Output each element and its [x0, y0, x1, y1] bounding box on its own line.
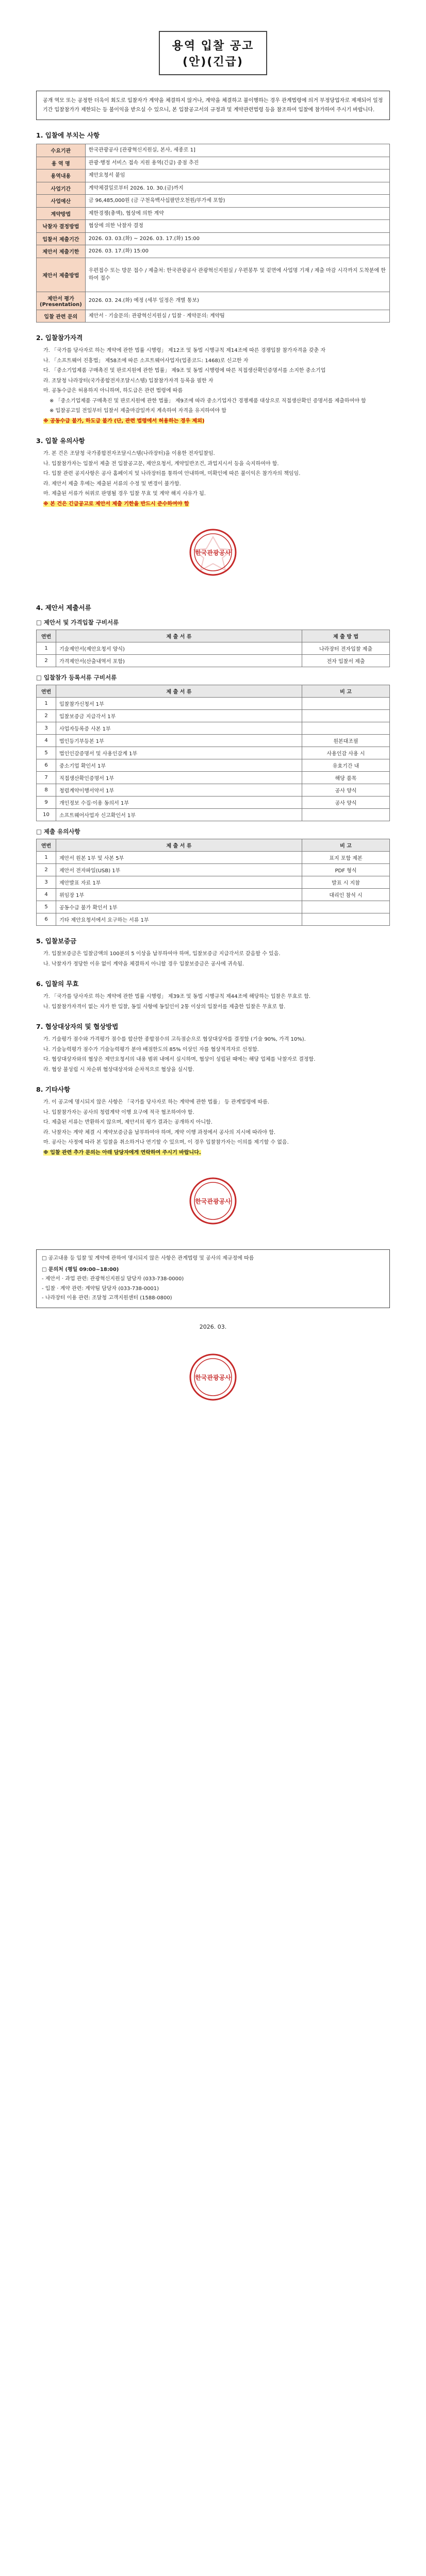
info-row: [37, 220, 390, 233]
table-cell: 4: [37, 735, 56, 747]
table-cell: 발표 시 지참: [302, 876, 390, 889]
column-header: 제 출 서 류: [56, 630, 302, 642]
contact-line: - 입찰 · 계약 관련: 계약팀 담당자 (033-738-0001): [42, 1285, 159, 1292]
intro-notice: 공개 역모 또는 공정한 더욱이 회도로 입찰자가 계약을 체결하지 않거나, 계약을 체결하고 불이행하는 경우 관계법령에 의거 부정당업자로 제재되어 일정기간 입찰참가가 제한되는 등 불이익을 받으실 수 있으니, 본 입찰공고서의 규정과 및 계약관련법령 등을 참조하여 입찰에 참가하여 주시기 바랍니다.: [36, 91, 390, 120]
table-cell: [302, 809, 390, 821]
column-header: 제 출 방 법: [302, 630, 390, 642]
section-3-body: [36, 449, 390, 509]
table-cell: 제안발표 자료 1부: [56, 876, 302, 889]
section-8-body: [36, 1098, 390, 1157]
table-cell: 기타 제안요청서에서 요구하는 서류 1부: [56, 913, 302, 926]
table-row: [37, 722, 390, 735]
table-cell: 9: [37, 796, 56, 809]
table-row: [37, 796, 390, 809]
info-value: 협상에 의한 낙찰자 결정: [85, 220, 389, 233]
info-label: 용 역 명: [37, 157, 86, 170]
proposal-docs-table: [36, 630, 390, 667]
s8-line: 라. 낙찰자는 계약 체결 시 계약보증금을 납부하여야 하며, 계약 이행 과정에서 공사의 지시에 따라야 함.: [43, 1129, 276, 1136]
info-row: [37, 245, 390, 258]
stamp-wrap: [36, 1338, 390, 1417]
s2-line: 나. 「소프트웨어 진흥법」 제58조에 따른 소프트웨어사업자(업종코드: 1468)로 신고한 자: [43, 358, 249, 364]
table-cell: 5: [37, 747, 56, 759]
s6-line: 나. 입찰참가자격이 없는 자가 한 입찰, 동일 사항에 동일인이 2통 이상의 입찰서를 제출한 입찰은 무효로 함.: [43, 1004, 286, 1010]
table-cell: 나라장터 전자입찰 제출: [302, 642, 390, 655]
info-label: 제안서 제출기한: [37, 245, 86, 258]
table-row: [37, 772, 390, 784]
table-cell: 2: [37, 655, 56, 667]
info-label: 사업예산: [37, 195, 86, 208]
column-header: 제 출 서 류: [56, 685, 302, 698]
s2-highlight: ※ 공동수급 불가, 하도급 불가 (단, 관련 법령에서 허용하는 경우 제외): [43, 418, 205, 424]
s8-line: 나. 입찰참가자는 공사의 청렴계약 이행 요구에 적극 협조하여야 함.: [43, 1109, 194, 1115]
seal-org-text: 한국관광공사: [195, 1374, 231, 1381]
table-cell: 직접생산확인증명서 1부: [56, 772, 302, 784]
table-cell: 소프트웨어사업자 신고확인서 1부: [56, 809, 302, 821]
s5-line: 가. 입찰보증금은 입찰금액의 100분의 5 이상을 납부하여야 하며, 입찰보증금 지급각서로 갈음할 수 있음.: [43, 951, 281, 957]
table-cell: 10: [37, 809, 56, 821]
table-row: [37, 655, 390, 667]
s2-line: 가. 「국가를 당사자로 하는 계약에 관한 법률 시행령」 제12조 및 동법 시행규칙 제14조에 따른 경쟁입찰 참가자격을 갖춘 자: [43, 348, 326, 353]
s6-line: 가. 「국가를 당사자로 하는 계약에 관한 법률 시행령」 제39조 및 동법 시행규칙 제44조에 해당하는 입찰은 무효로 함.: [43, 994, 311, 999]
info-value: 2026. 03. 17.(화) 15:00: [85, 245, 389, 258]
s4-sub1: □ 제안서 및 가격입찰 구비서류: [36, 619, 119, 626]
table-cell: [302, 698, 390, 710]
table-cell: 해당 품목: [302, 772, 390, 784]
s2-line: 라. 조달청 나라장터(국가종합전자조달시스템) 입찰참가자격 등록을 필한 자: [43, 378, 214, 384]
page-title: 용역 입찰 공고(안)(긴급): [172, 40, 254, 69]
table-row: [37, 784, 390, 796]
registration-docs-table: [36, 685, 390, 821]
s5-line: 나. 낙찰자가 정당한 이유 없이 계약을 체결하지 아니할 경우 입찰보증금은 공사에 귀속됨.: [43, 961, 244, 967]
info-value: 관광·행정 서비스 접속 지원 용역(긴급) 중점 추진: [85, 157, 389, 170]
table-cell: 사용인감 사용 시: [302, 747, 390, 759]
table-cell: [302, 722, 390, 735]
table-cell: 3: [37, 722, 56, 735]
org-seal-icon: [174, 514, 252, 591]
column-header: 비 고: [302, 685, 390, 698]
s8-line: 다. 제출된 서류는 반환하지 않으며, 제안서의 평가 결과는 공개하지 아니함.: [43, 1120, 212, 1125]
s8-highlight: ※ 입찰 관련 추가 문의는 아래 담당자에게 연락하여 주시기 바랍니다.: [43, 1149, 201, 1156]
s7-line: 라. 협상 불성립 시 차순위 협상대상자와 순차적으로 협상을 실시함.: [43, 1066, 194, 1073]
table-cell: 공사 양식: [302, 784, 390, 796]
s3-line: 마. 제출된 서류가 허위로 판명될 경우 입찰 무효 및 계약 해지 사유가 됨.: [43, 491, 206, 497]
s8-line: 가. 이 공고에 명시되지 않은 사항은 「국가를 당사자로 하는 계약에 관한 법률」 등 관계법령에 따름.: [43, 1099, 269, 1105]
info-label: 낙찰자 결정방법: [37, 220, 86, 233]
info-row: [37, 207, 390, 220]
table-cell: 6: [37, 759, 56, 772]
s2-line: 다. 「중소기업제품 구매촉진 및 판로지원에 관한 법률」 제9조 및 동법 시행령에 따른 직접생산확인증명서를 소지한 중소기업: [43, 368, 326, 374]
table-row: [37, 864, 390, 876]
s3-line: 나. 입찰참가자는 입찰서 제출 전 입찰공고문, 제안요청서, 계약일반조건, 과업지시서 등을 숙지하여야 함.: [43, 461, 279, 467]
info-label: 사업기간: [37, 182, 86, 195]
table-cell: 법인등기부등본 1부: [56, 735, 302, 747]
table-cell: 3: [37, 876, 56, 889]
column-header: 연번: [37, 685, 56, 698]
table-cell: 개인정보 수집·이용 동의서 1부: [56, 796, 302, 809]
table-row: [37, 747, 390, 759]
table-cell: 8: [37, 784, 56, 796]
table-cell: 표지 포함 제본: [302, 852, 390, 864]
info-row: [37, 182, 390, 195]
s2-note: ※ 입찰공고일 전일부터 입찰서 제출마감일까지 계속하여 자격을 유지하여야 함: [50, 408, 226, 414]
contact-block: [42, 1265, 384, 1303]
column-header: 제 출 서 류: [56, 839, 302, 852]
table-row: [37, 759, 390, 772]
table-cell: 제안서 전자파일(USB) 1부: [56, 864, 302, 876]
section-7-body: [36, 1035, 390, 1074]
s7-line: 가. 기술평가 점수와 가격평가 점수를 합산한 종합점수의 고득점순으로 협상대상자를 결정함 (기술 90%, 가격 10%).: [43, 1037, 306, 1042]
contact-title: □ 문의처 (평일 09:00~18:00): [42, 1266, 119, 1273]
info-label: 제안서 제출방법: [37, 258, 86, 292]
seal-org-text: 한국관광공사: [195, 1198, 231, 1205]
table-cell: PDF 형식: [302, 864, 390, 876]
table-cell: 기술제안서(제안요청서 양식): [56, 642, 302, 655]
s3-line: 라. 제안서 제출 후에는 제출된 서류의 수정 및 변경이 불가함.: [43, 481, 181, 487]
section-1-heading: 1. 입찰에 부치는 사항: [36, 131, 100, 139]
s3-highlight: ※ 본 건은 긴급공고로 제안서 제출 기한을 반드시 준수하여야 함: [43, 501, 189, 507]
table-row: [37, 642, 390, 655]
table-cell: 위임장 1부: [56, 889, 302, 901]
info-row: [37, 232, 390, 245]
table-row: [37, 901, 390, 913]
column-header: 연번: [37, 839, 56, 852]
info-label: 계약방법: [37, 207, 86, 220]
s4-sub2: □ 입찰참가 등록서류 구비서류: [36, 674, 117, 681]
table-cell: 원본대조필: [302, 735, 390, 747]
table-row: [37, 710, 390, 722]
table-cell: 전자 입찰서 제출: [302, 655, 390, 667]
s2-note: ※ 「중소기업제품 구매촉진 및 판로지원에 관한 법률」 제9조에 따라 중소기업자간 경쟁제품 대상으로 직접생산확인 증명서를 제출하여야 함: [50, 398, 366, 404]
section-5-body: [36, 950, 390, 969]
info-label: 입찰 관련 문의: [37, 310, 86, 323]
s2-line: 마. 공동수급은 허용하지 아니하며, 하도급은 관련 법령에 따름: [43, 388, 183, 394]
s3-line: 다. 입찰 관련 공지사항은 공사 홈페이지 및 나라장터를 통하여 안내하며, 미확인에 따른 불이익은 참가자의 책임임.: [43, 471, 301, 477]
title-box: [159, 31, 267, 75]
contact-line: - 나라장터 이용 관련: 조달청 고객지원센터 (1588-0800): [42, 1295, 172, 1301]
table-cell: 청렴계약이행서약서 1부: [56, 784, 302, 796]
table-cell: 법인인감증명서 및 사용인감계 1부: [56, 747, 302, 759]
table-cell: 사업자등록증 사본 1부: [56, 722, 302, 735]
s7-line: 나. 기술능력평가 점수가 기술능력평가 분야 배점한도의 85% 이상인 자를 협상적격자로 선정함.: [43, 1046, 259, 1053]
table-cell: 가격제안서(산출내역서 포함): [56, 655, 302, 667]
section-2-heading: 2. 입찰참가자격: [36, 334, 83, 342]
section-5-heading: 5. 입찰보증금: [36, 937, 77, 945]
table-row: [37, 809, 390, 821]
section-6-heading: 6. 입찰의 무효: [36, 980, 79, 988]
column-header: 연번: [37, 630, 56, 642]
seal-org-text: 한국관광공사: [195, 549, 231, 556]
table-cell: 유효기간 내: [302, 759, 390, 772]
info-value: 제한경쟁(총액), 협상에 의한 계약: [85, 207, 389, 220]
info-row: [37, 258, 390, 292]
table-cell: 입찰보증금 지급각서 1부: [56, 710, 302, 722]
info-row: [37, 292, 390, 310]
org-seal-icon: [174, 1338, 252, 1416]
section-2-body: [36, 346, 390, 426]
info-row: [37, 144, 390, 157]
table-cell: 7: [37, 772, 56, 784]
stamp-wrap: [36, 1162, 390, 1241]
s7-line: 다. 협상대상자와의 협상은 제안요청서의 내용 범위 내에서 실시하며, 협상이 성립된 때에는 해당 업체를 낙찰자로 결정함.: [43, 1057, 316, 1062]
section-4-heading: 4. 제안서 제출서류: [36, 604, 91, 612]
info-value: 2026. 03. 03.(화) ~ 2026. 03. 17.(화) 15:00: [85, 232, 389, 245]
table-row: [37, 876, 390, 889]
caution-box: [36, 1249, 390, 1308]
table-cell: 제안서 원본 1부 및 사본 5부: [56, 852, 302, 864]
org-seal-icon: [174, 1162, 252, 1240]
info-value: 제안요청서 붙임: [85, 170, 389, 182]
info-label: 용역내용: [37, 170, 86, 182]
table-row: [37, 735, 390, 747]
table-cell: 중소기업 확인서 1부: [56, 759, 302, 772]
info-value: 금 96,485,000원 (금 구천육백사십팔만오천원/부가세 포함): [85, 195, 389, 208]
table-cell: 입찰참가신청서 1부: [56, 698, 302, 710]
table-cell: 1: [37, 642, 56, 655]
s8-line: 마. 공사는 사정에 따라 본 입찰을 취소하거나 연기할 수 있으며, 이 경우 입찰참가자는 이의를 제기할 수 없음.: [43, 1140, 289, 1145]
bid-info-table: [36, 144, 390, 323]
table-cell: [302, 901, 390, 913]
table-cell: [302, 710, 390, 722]
table-cell: 공동수급 불가 확인서 1부: [56, 901, 302, 913]
table-cell: 대리인 참석 시: [302, 889, 390, 901]
table-cell: 2: [37, 710, 56, 722]
info-label: 제안서 평가(Presentation): [37, 292, 86, 310]
column-header: 비 고: [302, 839, 390, 852]
table-cell: 공사 양식: [302, 796, 390, 809]
s4-sub3: □ 제출 유의사항: [36, 828, 80, 835]
info-row: [37, 157, 390, 170]
info-value: 제안서 · 기술문의: 관광혁신지원실 / 입찰 · 계약문의: 계약팀: [85, 310, 389, 323]
info-value: 2026. 03. 24.(화) 예정 (세부 일정은 개별 통보): [85, 292, 389, 310]
info-value: 한국관광공사 [관광혁신지원실, 본사, 세종로 1]: [85, 144, 389, 157]
table-row: [37, 889, 390, 901]
table-cell: [302, 913, 390, 926]
info-value: 우편접수 또는 방문 접수 / 제출처: 한국관광공사 관광혁신지원실 / 우편봉투 및 겉면에 사업명 기재 / 제출 마감 시각까지 도착분에 한하여 접수: [85, 258, 389, 292]
s3-line: 가. 본 건은 조달청 국가종합전자조달시스템(나라장터)을 이용한 전자입찰임.: [43, 451, 215, 456]
stamp-wrap: [36, 514, 390, 592]
table-cell: 1: [37, 698, 56, 710]
table-cell: 5: [37, 901, 56, 913]
info-row: [37, 195, 390, 208]
table-cell: 6: [37, 913, 56, 926]
section-6-body: [36, 992, 390, 1011]
info-row: [37, 310, 390, 323]
table-row: [37, 698, 390, 710]
table-cell: 1: [37, 852, 56, 864]
contact-line: - 제안서 · 과업 관련: 관광혁신지원실 담당자 (033-738-0000): [42, 1276, 184, 1282]
notice-date: 2026. 03.: [199, 1323, 227, 1330]
info-row: [37, 170, 390, 182]
info-label: 입찰서 제출기간: [37, 232, 86, 245]
info-value: 계약체결일로부터 2026. 10. 30.(금)까지: [85, 182, 389, 195]
table-cell: 2: [37, 864, 56, 876]
info-label: 수요기관: [37, 144, 86, 157]
table-row: [37, 913, 390, 926]
table-row: [37, 852, 390, 864]
submission-docs-table: [36, 839, 390, 926]
section-7-heading: 7. 협상대상자의 및 협상방법: [36, 1023, 119, 1030]
section-8-heading: 8. 기타사항: [36, 1086, 71, 1093]
caution-text: □ 공고내용 등 입찰 및 계약에 관하여 명시되지 않은 사항은 관계법령 및 공사의 제규정에 따름: [42, 1256, 254, 1261]
table-cell: 4: [37, 889, 56, 901]
section-3-heading: 3. 입찰 유의사항: [36, 437, 85, 445]
